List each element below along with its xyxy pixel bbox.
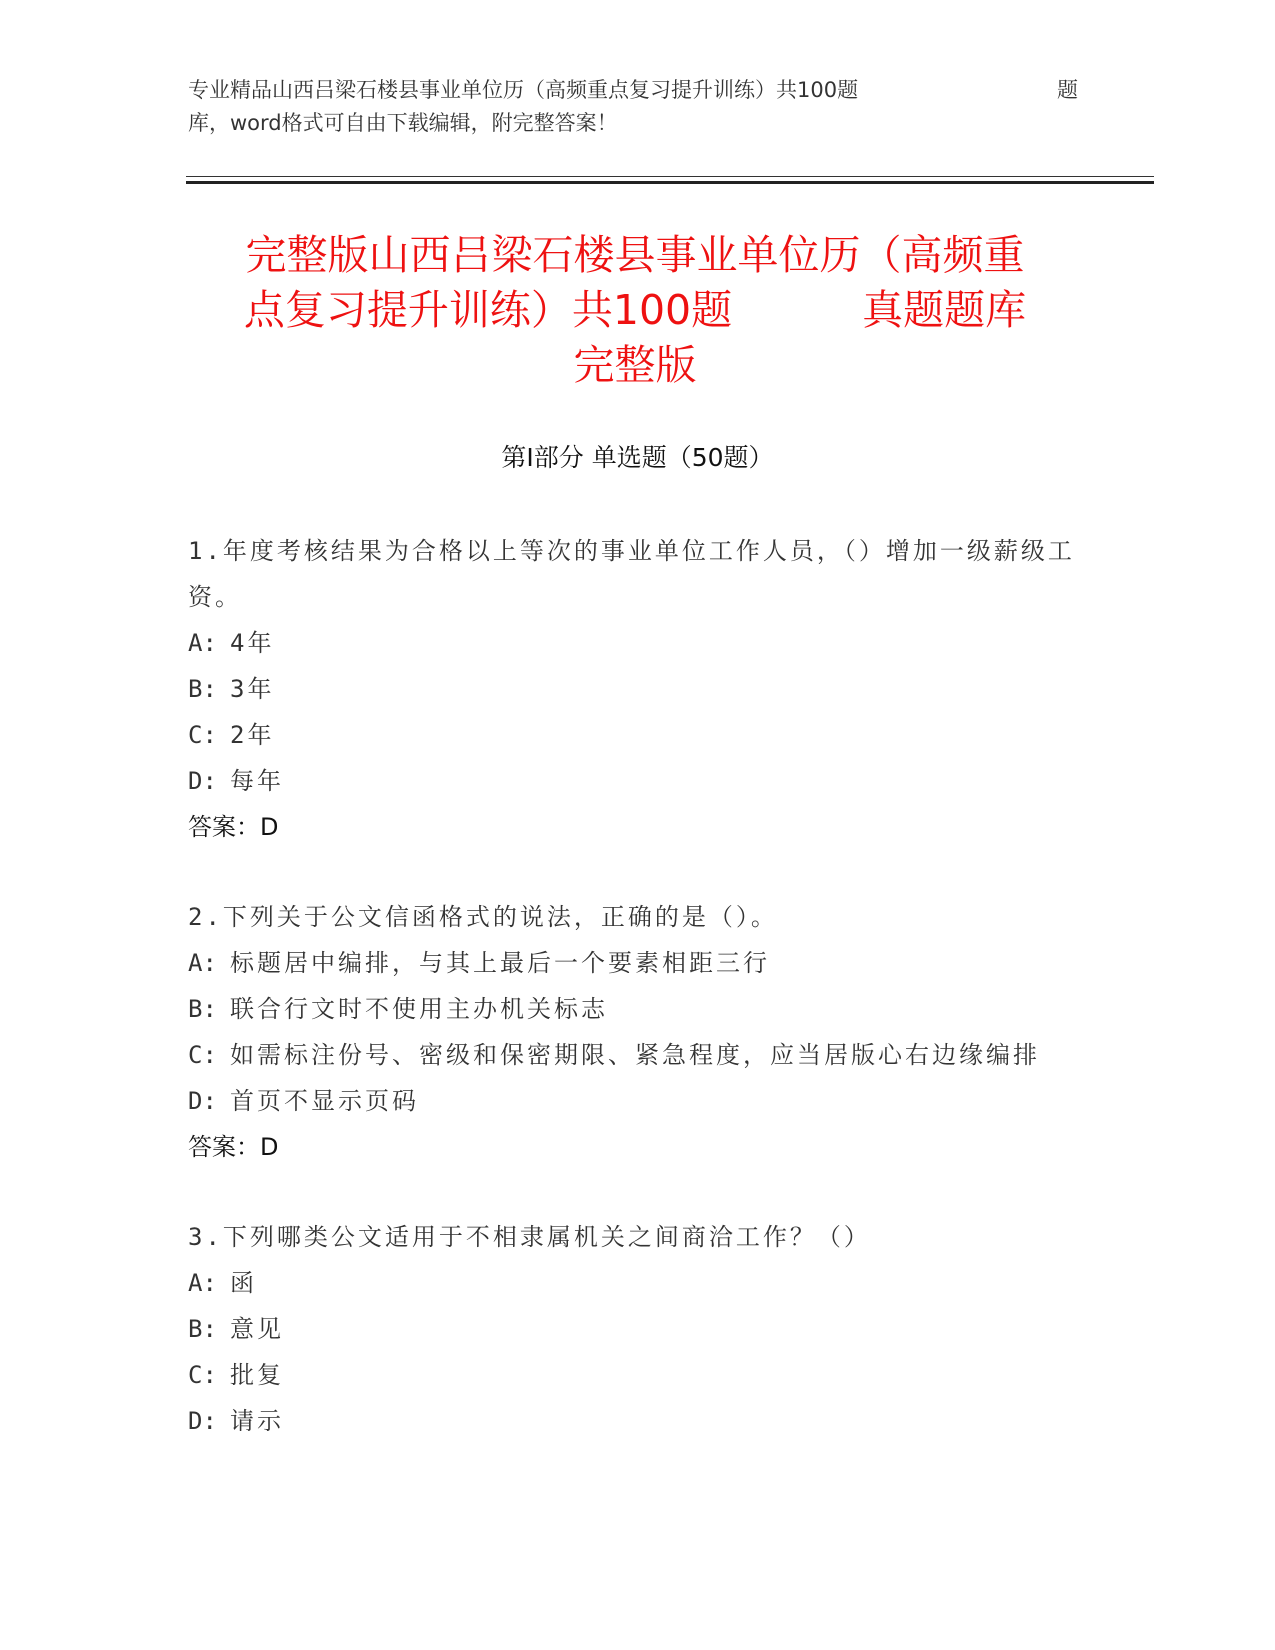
- question-text: 1.年度考核结果为合格以上等次的事业单位工作人员，（）增加一级薪级工资。: [188, 537, 1075, 611]
- option-row: [188, 1032, 1088, 1078]
- option-letter: C:: [188, 721, 217, 749]
- header-rule-thin: [186, 176, 1154, 177]
- question-item: [188, 1214, 1088, 1444]
- title-line-1: 完整版山西吕梁石楼县事业单位历（高频重: [245, 231, 1025, 279]
- option-letter: B:: [188, 995, 217, 1023]
- option-row: [188, 986, 1088, 1032]
- option-row: [188, 1352, 1088, 1398]
- option-text: 批复: [230, 1361, 284, 1389]
- title-line-3: 完整版: [573, 341, 697, 389]
- answer-text: 答案：D: [188, 1133, 279, 1161]
- option-row: [188, 712, 1088, 758]
- option-text: 函: [230, 1269, 257, 1297]
- option-text: 意见: [230, 1315, 284, 1343]
- option-row: [188, 666, 1088, 712]
- option-text: 首页不显示页码: [230, 1087, 419, 1115]
- question-list: [188, 528, 1088, 1444]
- option-letter: B:: [188, 675, 217, 703]
- option-letter: A:: [188, 949, 217, 977]
- option-letter: C:: [188, 1361, 217, 1389]
- question-text: 3.下列哪类公文适用于不相隶属机关之间商洽工作？（）: [188, 1223, 871, 1251]
- option-text: 3年: [230, 675, 275, 703]
- title-line-2a: 点复习提升训练）共100题: [243, 286, 733, 334]
- question-item: [188, 894, 1088, 1170]
- document-title: [200, 228, 1070, 393]
- option-text: 联合行文时不使用主办机关标志: [230, 995, 608, 1023]
- option-text: 请示: [230, 1407, 284, 1435]
- title-line-2b: 真题题库: [862, 286, 1027, 334]
- option-letter: A:: [188, 1269, 217, 1297]
- option-row: [188, 1078, 1088, 1124]
- option-letter: C:: [188, 1041, 217, 1069]
- question-item: [188, 528, 1088, 850]
- option-letter: B:: [188, 1315, 217, 1343]
- option-row: [188, 1306, 1088, 1352]
- option-row: [188, 620, 1088, 666]
- option-row: [188, 1260, 1088, 1306]
- header-note-line1-text: 专业精品山西吕梁石楼县事业单位历（高频重点复习提升训练）共100题: [188, 78, 859, 102]
- option-text: 2年: [230, 721, 275, 749]
- option-letter: D:: [188, 1407, 217, 1435]
- option-letter: D:: [188, 1087, 217, 1115]
- title-line-2: [200, 283, 1070, 338]
- section-heading: 第Ⅰ部分 单选题（50题）: [501, 443, 774, 472]
- option-text: 标题居中编排，与其上最后一个要素相距三行: [230, 949, 770, 977]
- header-note: [188, 74, 1078, 140]
- option-text: 每年: [230, 767, 284, 795]
- header-note-line2: 库，word格式可自由下载编辑，附完整答案！: [188, 111, 618, 135]
- header-note-line1-tail: 题: [1057, 78, 1078, 102]
- option-text: 如需标注份号、密级和保密期限、紧急程度，应当居版心右边缘编排: [230, 1041, 1040, 1069]
- option-letter: A:: [188, 629, 217, 657]
- option-row: [188, 940, 1088, 986]
- option-row: [188, 758, 1088, 804]
- option-letter: D:: [188, 767, 217, 795]
- question-text: 2.下列关于公文信函格式的说法，正确的是（）。: [188, 903, 778, 931]
- option-text: 4年: [230, 629, 275, 657]
- option-row: [188, 1398, 1088, 1444]
- header-rule-thick: [186, 181, 1154, 184]
- answer-text: 答案：D: [188, 813, 279, 841]
- header-note-line1: [188, 74, 1078, 107]
